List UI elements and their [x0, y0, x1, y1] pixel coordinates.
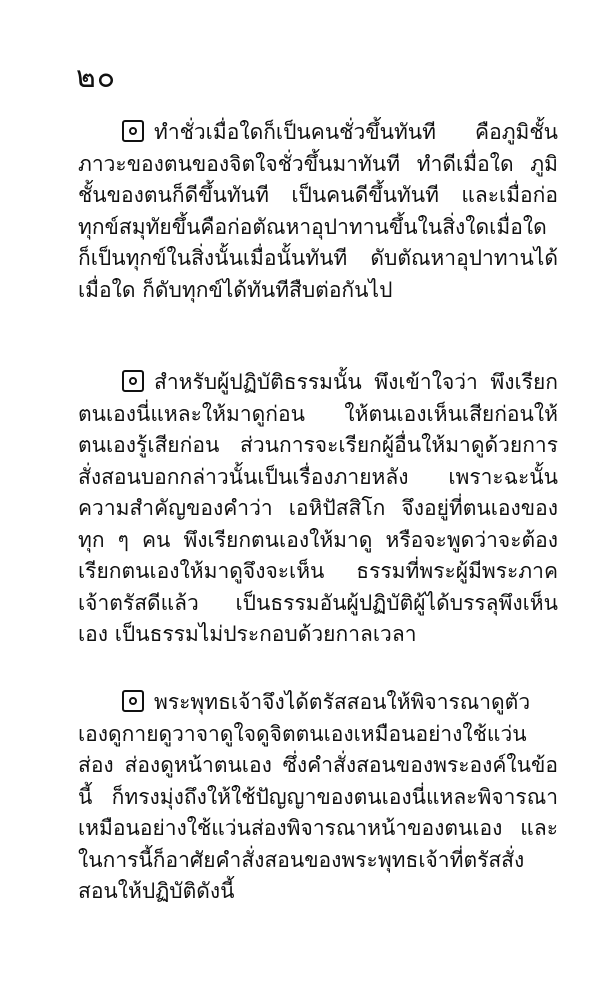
square-bullet-icon [122, 370, 144, 392]
paragraph-text: สำหรับผู้ปฏิบัติธรรมนั้น พึงเข้าใจว่า พึงเรียกตนเองนี่แหละให้มาดูก่อน ให้ตนเองเห็นเสียก่อนให้ตนเองรู้เสียก่อน ส่วนการจะเรียกผู้อื่นให้มาดูด้วยการสั่งสอนบอกกล่าวนั้นเป็นเรื่องภายหลัง เพราะฉะนั้น ความสำคัญของคำว่า เอหิปัสสิโก จึงอยู่ที่ตนเองของทุก ๆ คน พึงเรียกตนเองให้มาดู หรือจะพูดว่าจะต้องเรียกตนเองให้มาดูจึงจะเห็น ธรรมที่พระผู้มีพระภาคเจ้าตรัสดีแล้ว เป็นธรรมอันผู้ปฏิบัติผู้ได้บรรลุพึงเห็นเอง เป็นธรรมไม่ประกอบด้วยกาลเวลา [78, 370, 558, 646]
paragraph [78, 687, 558, 908]
paragraph [78, 117, 558, 306]
square-bullet-icon [122, 120, 144, 142]
paragraph-text: ทำชั่วเมื่อใดก็เป็นคนชั่วขึ้นทันที คือภูมิชั้นภาวะของตนของจิตใจชั่วขึ้นมาทันที ทำดีเมื่อใด ภูมิชั้นของตนก็ดีขึ้นทันที เป็นคนดีขึ้นทันที และเมื่อก่อทุกข์สมุทัยขึ้นคือก่อตัณหาอุปาทานขึ้นในสิ่งใดเมื่อใด ก็เป็นทุกข์ในสิ่งนั้นเมื่อนั้นทันที ดับตัณหาอุปาทานได้เมื่อใด ก็ดับทุกข์ได้ทันทีสืบต่อกันไป [78, 120, 558, 302]
square-bullet-icon [122, 690, 144, 712]
paragraph [78, 367, 558, 651]
paragraph-text: พระพุทธเจ้าจึงได้ตรัสสอนให้พิจารณาดูตัวเองดูกายดูวาจาดูใจดูจิตตนเองเหมือนอย่างใช้แว่นส่อง ส่องดูหน้าตนเอง ซึ่งคำสั่งสอนของพระองค์ในข้อนี้ ก็ทรงมุ่งถึงให้ใช้ปัญญาของตนเองนี่แหละพิจารณาเหมือนอย่างใช้แว่นส่องพิจารณาหน้าของตนเอง และในการนี้ก็อาศัยคำสั่งสอนของพระพุทธเจ้าที่ตรัสสั่งสอนให้ปฏิบัติดังนี้ [78, 690, 558, 903]
page-number: ๒๐ [76, 60, 117, 95]
